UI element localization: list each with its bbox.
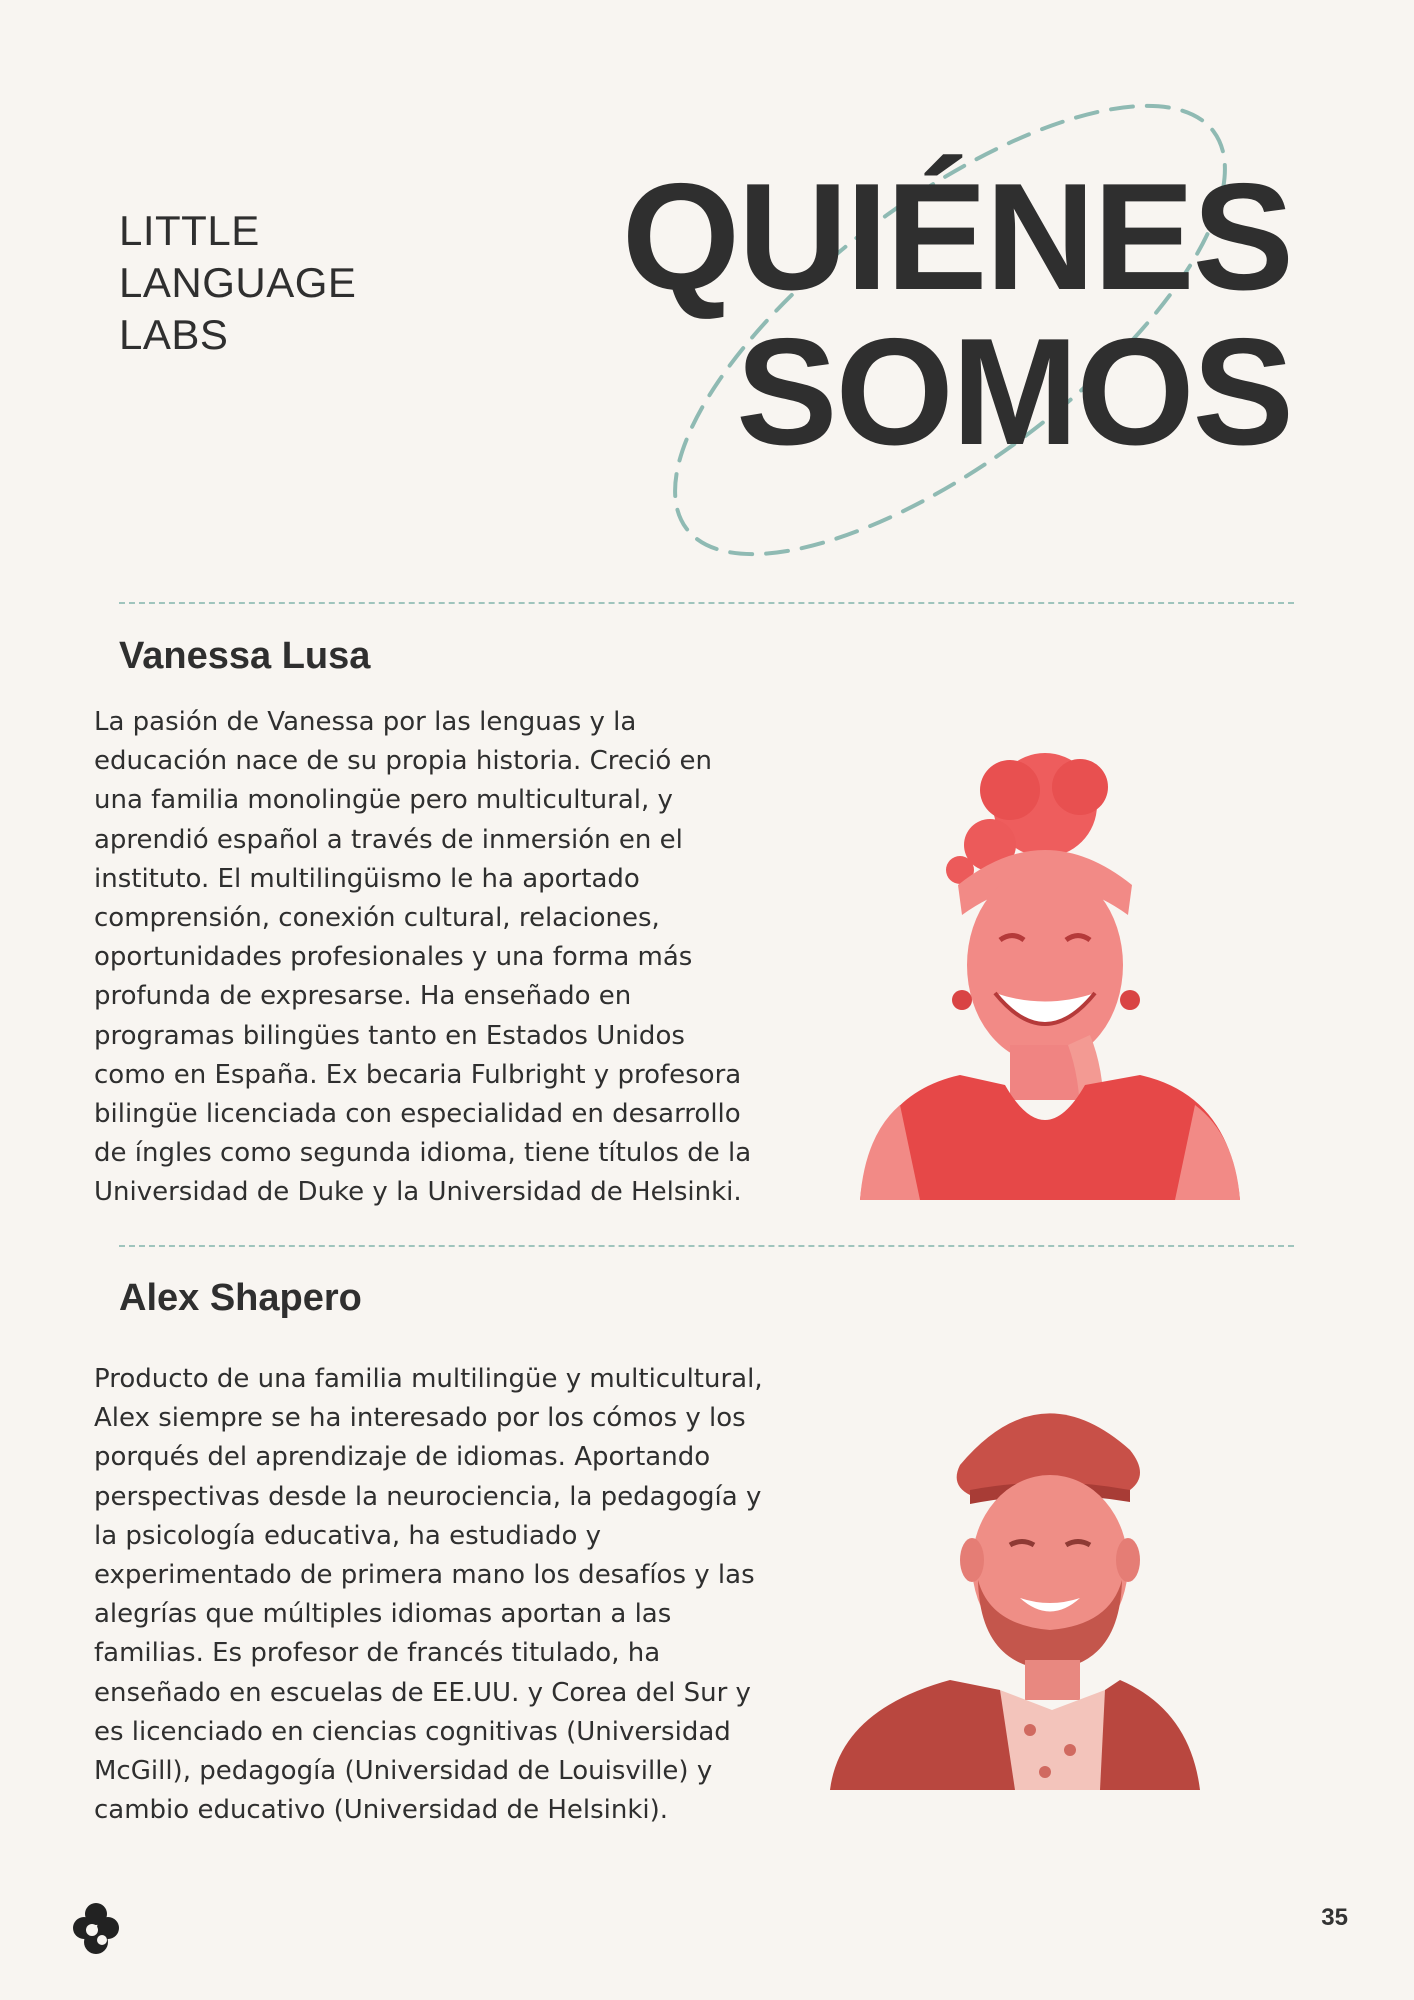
person-name: Vanessa Lusa xyxy=(119,635,371,677)
portrait-photo xyxy=(840,735,1250,1200)
brand-line: LITTLE xyxy=(119,207,260,254)
page-number: 35 xyxy=(1321,1904,1348,1931)
title-line: SOMOS xyxy=(736,307,1292,477)
person-name: Alex Shapero xyxy=(119,1277,362,1319)
cloud-logo-icon xyxy=(72,1900,120,1958)
person-bio: Producto de una familia multilingüe y multicultural, Alex siempre se ha interesado por los cómos y los porqués del aprendizaje de idiomas. Aportando perspectivas desde la neurociencia, la pedagogía y la psicología educativa, ha estudiado y experimentado de primera mano los desafíos y las alegrías que múltiples idiomas aportan a las familias. Es profesor de francés titulado, ha enseñado en escuelas de EE.UU. y Corea del Sur y es licenciado en ciencias cognitivas (Universidad McGill), pedagogía (Universidad de Louisville) y cambio educativo (Universidad de Helsinki). xyxy=(94,1364,763,1826)
brand-line: LABS xyxy=(119,311,229,358)
portrait-photo xyxy=(830,1380,1200,1790)
page-title xyxy=(621,152,1292,477)
section-divider xyxy=(119,602,1294,604)
person-bio: La pasión de Vanessa por las lenguas y la educación nace de su propia historia. Creció en una familia monolingüe pero multicultural, y aprendió español a través de inmersión en el instituto. El multilingüismo le ha aportado comprensión, conexión cultural, relaciones, oportunidades profesionales y una forma más profunda de expresarse. Ha enseñado en programas bilingües tanto en Estados Unidos como en España. Ex becaria Fulbright y profesora bilingüe licenciada con especialidad en desarrollo de íngles como segunda idioma, tiene títulos de la Universidad de Duke y la Universidad de Helsinki. xyxy=(94,707,752,1208)
title-line: QUIÉNES xyxy=(621,152,1292,322)
section-divider xyxy=(119,1245,1294,1247)
brand-line: LANGUAGE xyxy=(119,259,357,306)
brand-wordmark xyxy=(119,205,356,361)
